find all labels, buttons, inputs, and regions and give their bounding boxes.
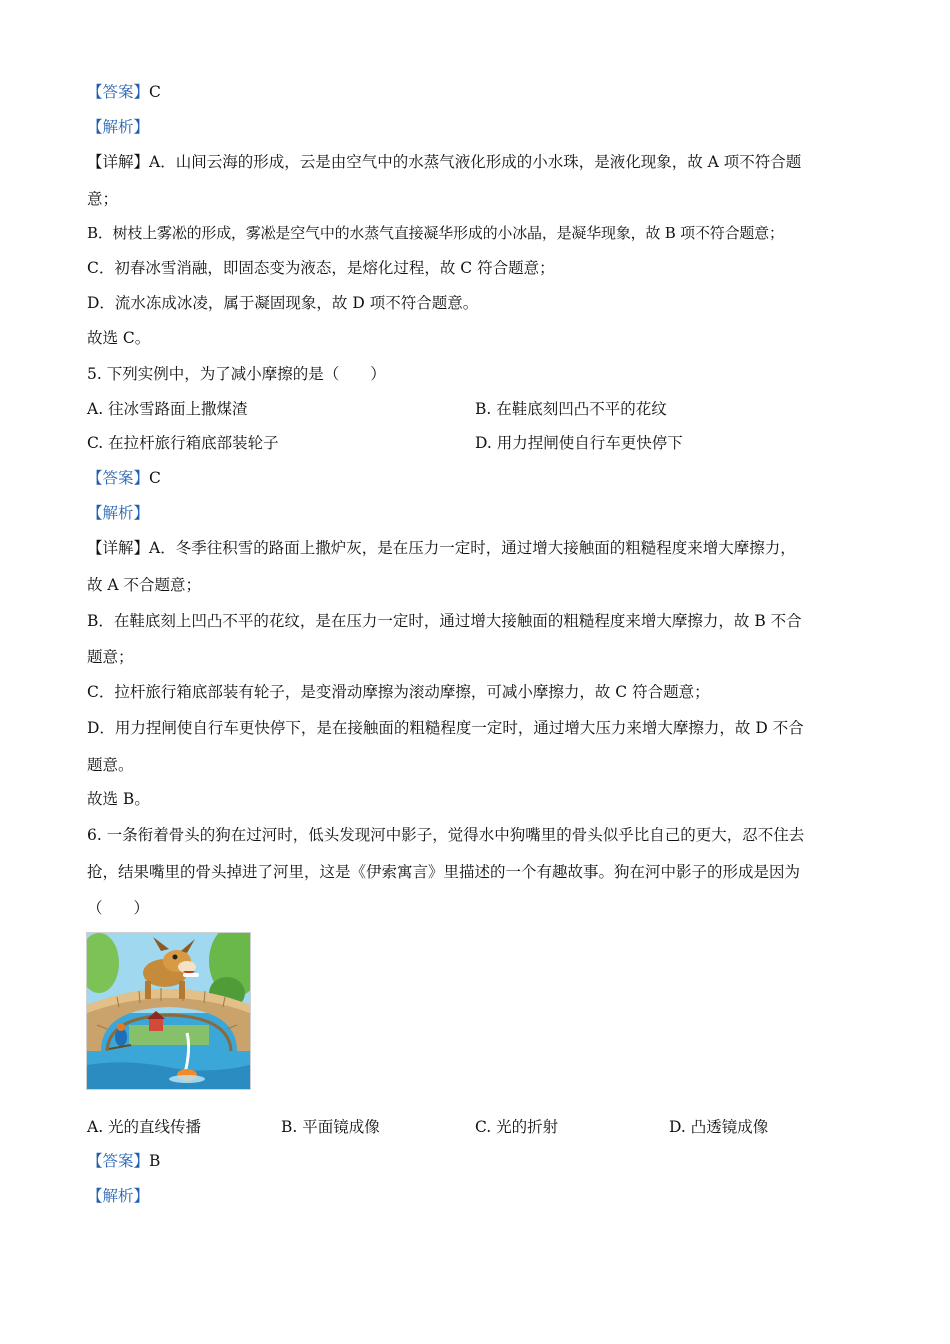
q5-option-a: A. 往冰雪路面上撒煤渣: [87, 400, 248, 418]
q4-detail-a-line1: [87, 152, 867, 172]
q4-conclusion: 故选 C。: [87, 329, 151, 347]
q5-detail-a-line2: 故 A 不合题意；: [87, 576, 202, 594]
q4-detail-b: B．树枝上雾凇的形成，雾凇是空气中的水蒸气直接凝华形成的小冰晶，是凝华现象，故 B 项不符合题意；: [87, 224, 784, 242]
q5-detail-a-line1: [87, 538, 867, 558]
detail-text: A．冬季往积雪的路面上撒炉灰，是在压力一定时，通过增大接触面的粗糙程度来增大摩擦力，: [149, 539, 796, 557]
q4-detail-d: D．流水冻成冰凌，属于凝固现象，故 D 项不符合题意。: [87, 294, 479, 312]
q6-answer-line: [87, 1151, 867, 1171]
q5-conclusion: 故选 B。: [87, 790, 150, 808]
q4-detail-c: C．初春冰雪消融，即固态变为液态，是熔化过程，故 C 符合题意；: [87, 259, 555, 277]
answer-tag: 【答案】: [87, 83, 150, 101]
q5-option-b: B. 在鞋底刻凹凸不平的花纹: [475, 400, 667, 418]
q6-analysis-tag: 【解析】: [87, 1187, 150, 1205]
q6-option-a: A. 光的直线传播: [87, 1118, 202, 1136]
q6-question-line3: （ ）: [87, 899, 150, 917]
detail-text: A．山间云海的形成，云是由空气中的水蒸气液化形成的小水珠，是液化现象，故 A 项不符合题: [149, 153, 802, 171]
detail-tag: 【详解】: [87, 539, 150, 557]
q6-question-line2: 抢，结果嘴里的骨头掉进了河里，这是《伊索寓言》里描述的一个有趣故事。狗在河中影子的形成是因为: [87, 863, 801, 881]
q5-option-d: D. 用力捏闸使自行车更快停下: [475, 434, 683, 452]
q5-question: 5. 下列实例中，为了减小摩擦的是（ ）: [87, 365, 386, 383]
answer-value: C: [149, 469, 161, 487]
answer-value: C: [149, 83, 161, 101]
q5-detail-b-line1: B．在鞋底刻上凹凸不平的花纹，是在压力一定时，通过增大接触面的粗糙程度来增大摩擦力，故 B 不合: [87, 612, 802, 630]
q5-detail-d-line1: D．用力捏闸使自行车更快停下，是在接触面的粗糙程度一定时，通过增大压力来增大摩擦力，故 D 不合: [87, 719, 804, 737]
detail-tag: 【详解】: [87, 153, 150, 171]
q5-analysis-tag: 【解析】: [87, 504, 150, 522]
q6-option-d: D. 凸透镜成像: [669, 1118, 769, 1136]
q5-detail-b-line2: 题意；: [87, 648, 134, 666]
q4-analysis-tag: 【解析】: [87, 118, 150, 136]
q4-answer-line: [87, 82, 867, 102]
answer-tag: 【答案】: [87, 1152, 150, 1170]
answer-value: B: [149, 1152, 161, 1170]
q6-option-b: B. 平面镜成像: [281, 1118, 380, 1136]
q6-option-c: C. 光的折射: [475, 1118, 559, 1136]
q5-detail-c: C．拉杆旅行箱底部装有轮子，是变滑动摩擦为滚动摩擦，可减小摩擦力，故 C 符合题意；: [87, 683, 710, 701]
q5-answer-line: [87, 468, 867, 488]
q6-question-line1: 6. 一条衔着骨头的狗在过河时，低头发现河中影子，觉得水中狗嘴里的骨头似乎比自己的更大，忍不住去: [87, 826, 805, 844]
q4-detail-a-line2: 意；: [87, 190, 119, 208]
q5-detail-d-line2: 题意。: [87, 756, 134, 774]
answer-tag: 【答案】: [87, 469, 150, 487]
dog-bridge-illustration: [86, 932, 251, 1090]
q5-option-c: C. 在拉杆旅行箱底部装轮子: [87, 434, 279, 452]
